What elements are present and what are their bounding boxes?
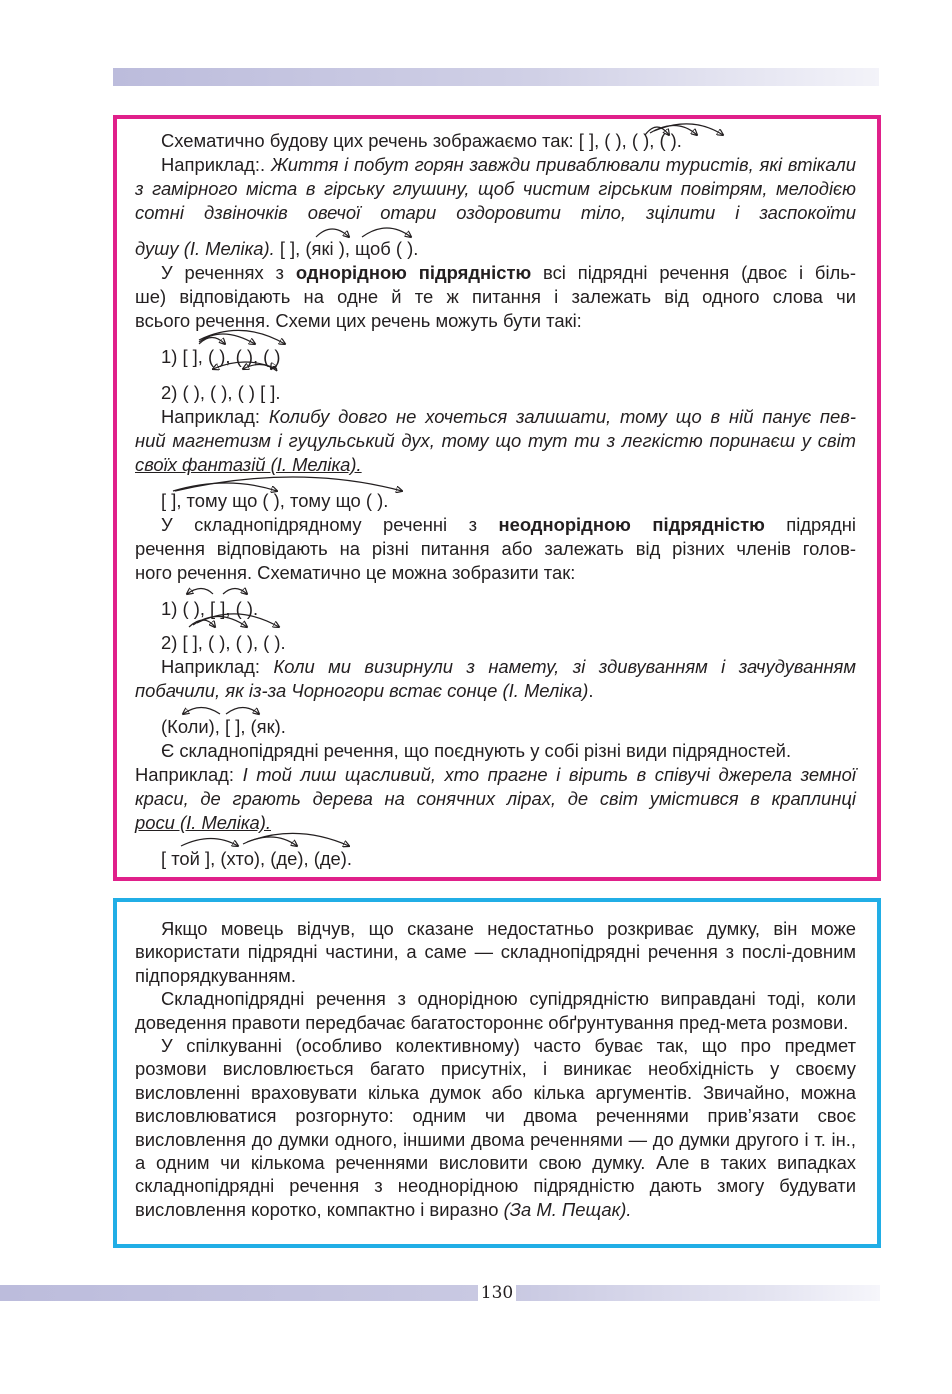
scheme-line	[161, 345, 856, 369]
text-line	[135, 177, 856, 201]
text-line	[135, 309, 856, 333]
sentence-scheme: [ ], тому що ( ), тому що ( ).	[161, 490, 389, 511]
text-line	[161, 655, 856, 679]
note-source: (За М. Пещак).	[503, 1198, 632, 1220]
rule-text: У складнопідрядному реченні з	[161, 514, 499, 535]
text-line	[135, 811, 856, 835]
text-line	[161, 405, 856, 429]
text-line	[135, 787, 856, 811]
sentence-scheme: 1) ( ), [ ], ( ).	[161, 598, 259, 619]
note-paragraph	[135, 1034, 856, 1221]
example-source: своїх фантазій (І. Меліка).	[135, 454, 362, 475]
rule-text: У реченнях з	[161, 262, 296, 283]
note-text: У спілкуванні (особливо колективному) часто буває так, що про предмет розмови висловлюється багато присутніх, і виникає необхідність у своєму висловленні враховувати кілька думок або кілька аргументів. Звичайно, можна висловлюватися розгорнуто: одним чи двома реченнями прив’язати своє висловлення до думки одного, іншими двома реченнями — до думки другого і т. ін., а одним чи кількома реченнями висловити свою думку. Але в таких випадках складнопідрядні речення з неоднорідною підрядністю дають змогу будувати висловлення коротко, компактно і виразно	[135, 1035, 856, 1220]
text-line	[135, 537, 856, 561]
text-line	[161, 261, 856, 285]
rule-text: підрядні	[764, 514, 857, 535]
note-paragraph: Складнопідрядні речення з однорідною супідрядністю виправдані тоді, коли доведення правоти передбачає багатостороннє обґрунтування пред-мета розмови.	[135, 988, 856, 1033]
rule-text: речення відповідають на різні питання або залежать від різних членів голов-	[135, 538, 856, 559]
example-text: краси, де грають дерева на сонячних лірах, де світ умістився в краплинці	[135, 788, 856, 809]
example-text: Колибу довго не хочеться залишати, тому що в ній панує пев-	[268, 406, 856, 427]
example-text: І той лиш щасливий, хто прагне і вірить в співучі джерела земної	[242, 764, 856, 785]
page-number: 130	[480, 1283, 514, 1303]
footer-decor-bar-left	[0, 1285, 478, 1301]
text-line	[135, 453, 856, 477]
sentence-scheme: 2) [ ], ( ), ( ), ( ).	[161, 632, 286, 653]
rule-text: ше) відповідають на одне й те ж питання і залежать від одного слова чи	[135, 286, 856, 307]
rule-box-pink	[113, 115, 881, 881]
text-line	[135, 561, 856, 585]
rule-text: ного речення. Схематично це можна зобразити так:	[135, 562, 576, 583]
text-line	[135, 285, 856, 309]
example-source: роси (І. Меліка).	[135, 812, 271, 833]
text-line	[161, 153, 856, 177]
punctuation: .	[588, 680, 594, 701]
scheme-line	[161, 597, 856, 621]
note-box-blue	[113, 898, 881, 1248]
text-line	[135, 763, 856, 787]
text-line	[161, 129, 856, 153]
example-label: Наприклад:	[161, 406, 269, 427]
scheme-line	[161, 381, 856, 405]
sentence-scheme: [ той ], (хто), (де), (де).	[161, 848, 353, 869]
example-text: побачили, як із-за Чорногори встає сонце (І. Меліка)	[135, 680, 589, 701]
rule-text: всі підрядні речення (двоє і біль-	[531, 262, 856, 283]
example-label: Наприклад:.	[161, 154, 271, 175]
text-line	[161, 739, 856, 763]
text-line	[135, 237, 856, 261]
scheme-line	[161, 847, 856, 871]
example-text: ний магнетизм і гуцульський дух, тому що тут ти з легкістю поринаєш у світ	[135, 430, 856, 451]
sentence-scheme: 2) ( ), ( ), ( ) [ ].	[161, 382, 281, 403]
example-label: Наприклад:	[161, 656, 274, 677]
footer-decor-bar-right	[516, 1285, 880, 1301]
text-line	[135, 201, 856, 225]
example-text: сотні дзвіночків овечої отари оздоровити тіло, зцілити і заспокоїти	[135, 202, 856, 223]
scheme-intro: Схематично будову цих речень зображаємо так: [ ], ( ), ( ), ( ).	[161, 130, 682, 151]
scheme-line	[161, 715, 856, 739]
example-text: з гамірного міста в гірську глушину, щоб чистим гірським повітрям, мелодією	[135, 178, 856, 199]
example-source: душу (І. Меліка).	[135, 238, 275, 259]
example-label: Наприклад:	[135, 764, 243, 785]
rule-text: Є складнопідрядні речення, що поєднують у собі різні види підрядностей.	[161, 740, 792, 761]
text-line	[161, 513, 856, 537]
term-heterogeneous: неоднорідною підрядністю	[498, 514, 765, 535]
sentence-scheme: 1) [ ], ( ), ( ), ( )	[161, 346, 281, 367]
scheme-line	[161, 489, 856, 513]
note-paragraph: Якщо мовець відчув, що сказане недостатньо розкриває думку, він може використати підрядні частини, а саме — складнопідрядні речення з послі-довним підпорядкуванням.	[135, 918, 856, 986]
sentence-scheme: (Коли), [ ], (як).	[161, 716, 286, 737]
scheme-line	[161, 631, 856, 655]
example-text: Життя і побут горян завжди приваблювали туристів, які втікали	[270, 154, 856, 175]
term-homogeneous: однорідною підрядністю	[295, 262, 532, 283]
rule-text: всього речення. Схеми цих речень можуть бути такі:	[135, 310, 582, 331]
sentence-scheme: [ ], (які ), щоб ( ).	[274, 238, 419, 259]
example-text: Коли ми визирнули з намету, зі здивуванням і зачудуванням	[273, 656, 856, 677]
text-line	[135, 429, 856, 453]
text-line	[135, 679, 856, 703]
header-decor-bar	[113, 68, 879, 86]
